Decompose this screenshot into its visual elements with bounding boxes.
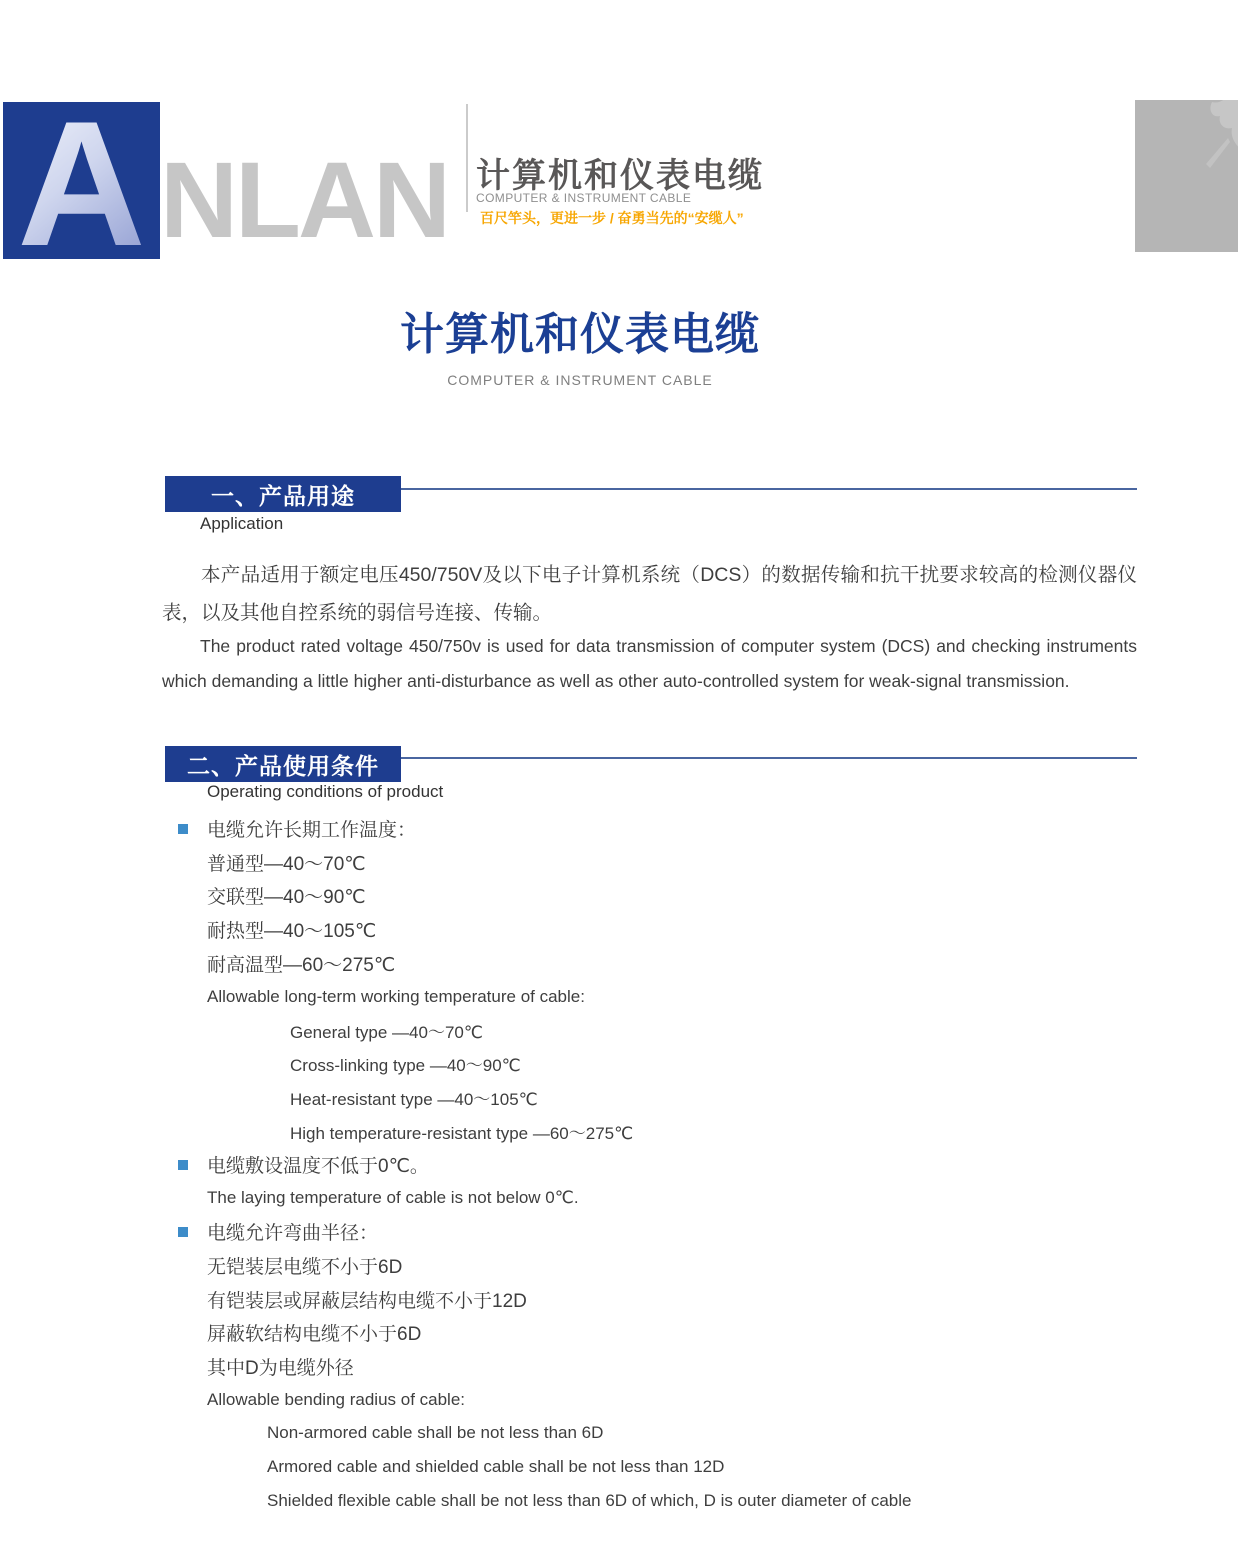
list-item xyxy=(162,1014,1137,1048)
section1-paragraph-cn: 本产品适用于额定电压450/750V及以下电子计算机系统（DCS）的数据传输和抗干扰要求较高的检测仪器仪表，以及其他自控系统的弱信号连接、传输。 xyxy=(162,564,1137,624)
header-product-subtitle: COMPUTER & INSTRUMENT CABLE xyxy=(476,191,692,205)
list-item-text: General type —40～70℃ xyxy=(290,1022,483,1042)
conditions-list xyxy=(162,812,1137,1517)
list-item-text: High temperature-resistant type —60～275℃ xyxy=(290,1123,634,1143)
list-item xyxy=(162,1114,1137,1148)
list-item xyxy=(162,946,1137,980)
list-item xyxy=(162,1450,1137,1484)
list-item xyxy=(162,1047,1137,1081)
section2-heading xyxy=(165,746,401,782)
list-item xyxy=(162,879,1137,913)
bullet-square-icon xyxy=(178,824,188,834)
list-item xyxy=(162,1417,1137,1451)
list-item-text: 有铠装层或屏蔽层结构电缆不小于12D xyxy=(207,1290,527,1312)
list-item-text: Shielded flexible cable shall be not less than 6D of which, D is outer diameter of cable xyxy=(267,1490,912,1510)
list-item-text: Non-armored cable shall be not less than 6D xyxy=(267,1423,604,1443)
list-item xyxy=(162,1316,1137,1350)
brand-tagline: 百尺竿头，更进一步 / 奋勇当先的“安缆人” xyxy=(480,210,744,226)
list-item xyxy=(162,846,1137,880)
corner-decoration xyxy=(1135,100,1238,252)
list-item-text: 屏蔽软结构电缆不小于6D xyxy=(207,1324,422,1346)
list-item xyxy=(162,1282,1137,1316)
list-item xyxy=(162,1215,1137,1249)
list-item-text: 耐热型—40～105℃ xyxy=(207,921,377,943)
section1-subheading: Application xyxy=(200,514,284,533)
bullet-square-icon xyxy=(178,1227,188,1237)
logo-wordmark: NLAN xyxy=(160,139,448,260)
section2-subheading: Operating conditions of product xyxy=(207,782,444,801)
list-item-text: 无铠装层电缆不小于6D xyxy=(207,1257,403,1279)
page-title-block xyxy=(0,298,1160,388)
bullet-square-icon xyxy=(178,1160,188,1170)
list-item xyxy=(162,1081,1137,1115)
logo-letter-a: A xyxy=(17,102,146,259)
page-title: 计算机和仪表电缆 xyxy=(400,310,760,359)
list-item xyxy=(162,1249,1137,1283)
list-item xyxy=(162,1148,1137,1182)
list-item xyxy=(162,1383,1137,1417)
section1-rule xyxy=(401,488,1137,490)
list-item xyxy=(162,913,1137,947)
list-item-text: Allowable long-term working temperature of cable: xyxy=(207,986,585,1006)
header-divider xyxy=(466,104,468,212)
leaf-icon xyxy=(1166,100,1238,214)
company-logo xyxy=(3,102,160,259)
list-item xyxy=(162,1484,1137,1518)
list-item-text: 电缆敷设温度不低于0℃。 xyxy=(207,1156,429,1178)
list-item xyxy=(162,980,1137,1014)
section1-heading-text: 一、产品用途 xyxy=(211,482,355,509)
list-item xyxy=(162,1350,1137,1384)
list-item-text: 电缆允许长期工作温度： xyxy=(207,820,417,842)
list-item-text: The laying temperature of cable is not below 0℃. xyxy=(207,1188,579,1208)
section1-paragraph-en: The product rated voltage 450/750v is used for data transmission of computer system (DCS) and checking instruments which demanding a little higher anti-disturbance as well as other auto-controlled system for weak-signal transmission. xyxy=(162,636,1137,691)
section1-heading xyxy=(165,476,401,512)
list-item-text: Allowable bending radius of cable: xyxy=(207,1389,466,1409)
list-item-text: 电缆允许弯曲半径： xyxy=(207,1223,379,1245)
list-item-text: Armored cable and shielded cable shall be not less than 12D xyxy=(267,1457,725,1477)
page-subtitle: COMPUTER & INSTRUMENT CABLE xyxy=(447,372,713,388)
list-item-text: Heat-resistant type —40～105℃ xyxy=(290,1090,538,1110)
list-item-text: 其中D为电缆外径 xyxy=(207,1357,354,1379)
list-item-text: 耐高温型—60～275℃ xyxy=(207,954,396,976)
header-product-title: 计算机和仪表电缆 xyxy=(476,157,764,195)
list-item-text: 普通型—40～70℃ xyxy=(207,853,366,875)
list-item xyxy=(162,1182,1137,1216)
list-item-text: Cross-linking type —40～90℃ xyxy=(290,1056,521,1076)
list-item-text: 交联型—40～90℃ xyxy=(207,887,366,909)
section2-rule xyxy=(401,757,1137,759)
list-item xyxy=(162,812,1137,846)
section2-heading-text: 二、产品使用条件 xyxy=(187,752,379,779)
